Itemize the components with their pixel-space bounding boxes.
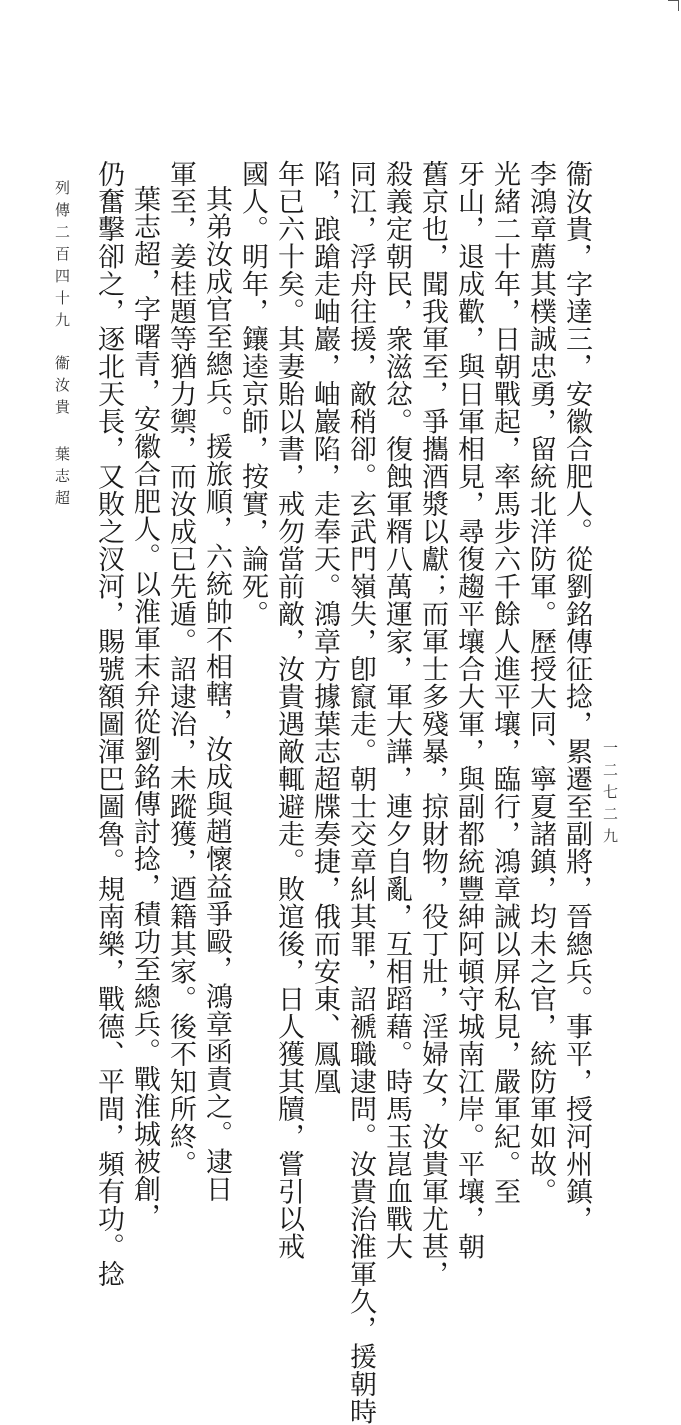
- text-column: 其弟汝成官至總兵。援旅順，六統帥不相轄，汝成與趙懷益爭毆，鴻章函責之。逮日: [201, 185, 232, 1203]
- text-column: 同江，浮舟往援，敵稍卻。玄武門嶺失，卽竄走。朝士交章糾其罪，詔褫職逮問。汝貴治淮軍久，援朝時: [345, 160, 376, 1425]
- text-column: 李鴻章薦其樸誠忠勇，留統北洋防軍。歷授大同、寧夏諸鎮，均未之官，統防軍如故。: [525, 160, 556, 1205]
- text-column: 舊京也，聞我軍至，爭攜酒漿以獻；而軍士多殘暴，掠財物，役丁壯，淫婦女，汝貴軍尤甚，: [417, 160, 448, 1288]
- text-column: 牙山，退成歡，與日軍相見，尋復趨平壤合大軍，與副都統豐紳阿頓守城南江岸。平壤，朝: [453, 160, 484, 1260]
- text-column: 陷，踉蹌走岫巖，岫巖陷，走奉天。鴻章方據葉志超牒奏捷，俄而安東、鳳凰: [309, 160, 340, 1095]
- biography-names: 衞汝貴 葉志超: [53, 355, 71, 512]
- text-column: 衞汝貴，字達三，安徽合肥人。從劉銘傳征捻，累遷至副將，晉總兵。事平，授河州鎮，: [561, 160, 592, 1233]
- text-column: 國人。明年，鑲逵京師，按實，論死。: [237, 160, 268, 628]
- text-column: 光緒二十年，日朝戰起，率馬步六千餘人進平壤，臨行，鴻章誡以屏私見，嚴軍紀。至: [489, 160, 520, 1205]
- page-number: 一二七二九: [601, 740, 619, 850]
- text-column: 軍至，姜桂題等猶力禦，而汝成已先遁。詔逮治，未蹤獲，逎籍其家。後不知所終。: [165, 160, 196, 1178]
- text-column: 殺義定朝民，衆滋忿。復蝕軍糈八萬運家，軍大譁，連夕自亂，互相蹈藉。時馬玉崑血戰大: [381, 160, 412, 1260]
- text-column: 仍奮擊卻之，逐北天長，又敗之汊河，賜號額圖渾巴圖魯。規南樂，戰德、平間，頻有功。捻: [93, 160, 124, 1288]
- text-column: 葉志超，字曙青，安徽合肥人。以淮軍末弁從劉銘傳討捻，積功至總兵。戰淮城被創，: [129, 185, 160, 1230]
- page-corner-mark: [668, 0, 679, 11]
- text-column: 年已六十矣。其妻貽以書，戒勿當前敵，汝貴遇敵輒避走。敗逭後，日人獲其牘，嘗引以戒: [273, 160, 304, 1260]
- running-title: 列傳二百四十九: [53, 180, 71, 334]
